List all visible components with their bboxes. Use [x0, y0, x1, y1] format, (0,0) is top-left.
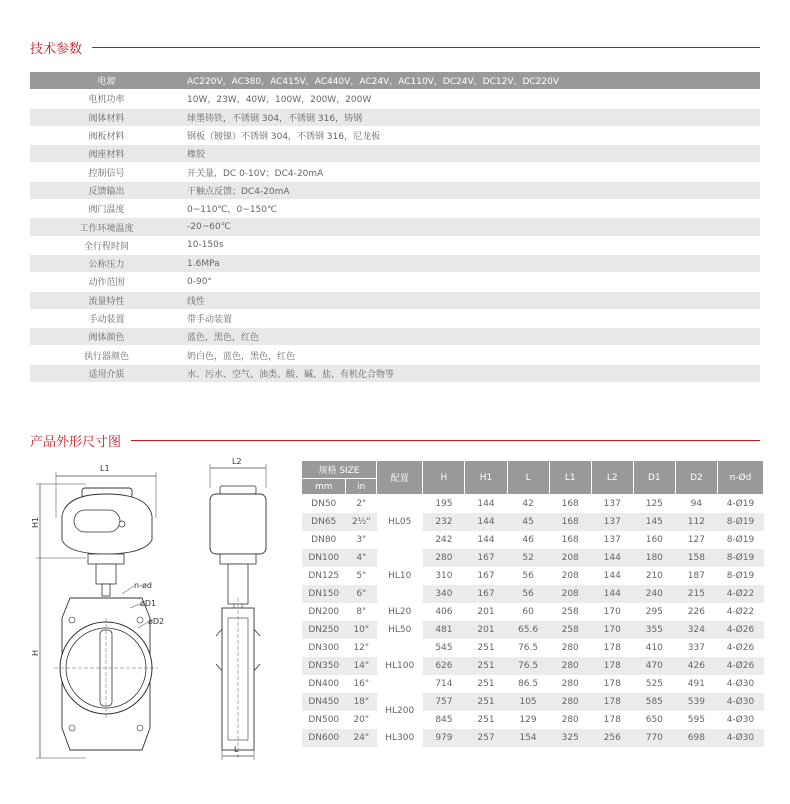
- table-row: [302, 675, 764, 693]
- dim-label-h: H: [31, 649, 40, 656]
- section-divider: [92, 47, 760, 48]
- dimension-cell: 310: [423, 567, 465, 585]
- spec-row: [30, 309, 760, 327]
- size-in-cell: 14": [346, 657, 377, 675]
- size-mm-cell: DN50: [302, 495, 346, 514]
- dimension-cell: 280: [549, 675, 591, 693]
- dimension-cell: 280: [549, 693, 591, 711]
- size-in-cell: 16": [346, 675, 377, 693]
- size-mm-cell: DN65: [302, 513, 346, 531]
- dimension-cell: 144: [591, 567, 633, 585]
- spec-label: 全行程时间: [30, 236, 183, 254]
- config-header: 配置: [377, 461, 423, 495]
- dimension-cell: 770: [633, 729, 675, 747]
- spec-value: 10W，23W，40W，100W，200W，200W: [183, 90, 760, 108]
- spec-table: [30, 72, 760, 383]
- mm-header: mm: [302, 479, 346, 495]
- dimension-cell: 325: [549, 729, 591, 747]
- table-row: [302, 621, 764, 639]
- dimension-cell: 626: [423, 657, 465, 675]
- dim-label-h1: H1: [31, 516, 40, 528]
- dimension-cell: 4-Ø26: [717, 639, 763, 657]
- dimension-cell: 295: [633, 603, 675, 621]
- table-row: [302, 567, 764, 585]
- col-header-l1: L1: [549, 461, 591, 495]
- size-header: 规格 SIZE: [302, 461, 377, 479]
- spec-label: 公称压力: [30, 254, 183, 272]
- dimension-cell: 426: [675, 657, 717, 675]
- dimension-cell: 491: [675, 675, 717, 693]
- dimension-cell: 105: [507, 693, 549, 711]
- dimension-cell: 129: [507, 711, 549, 729]
- dimension-cell: 280: [549, 711, 591, 729]
- size-in-cell: 24": [346, 729, 377, 747]
- dimension-cell: 340: [423, 585, 465, 603]
- dimension-cell: 8-Ø19: [717, 549, 763, 567]
- dimension-cell: 585: [633, 693, 675, 711]
- dimension-cell: 251: [465, 711, 507, 729]
- dimension-cell: 337: [675, 639, 717, 657]
- config-cell: HL20: [377, 603, 423, 621]
- dimension-cell: 4-Ø30: [717, 729, 763, 747]
- dimension-cell: 4-Ø30: [717, 693, 763, 711]
- dim-label-l2: L2: [232, 458, 242, 466]
- spec-row: [30, 364, 760, 382]
- dim-label-l: L: [234, 745, 239, 754]
- col-header-h1: H1: [465, 461, 507, 495]
- dimension-cell: 4-Ø30: [717, 711, 763, 729]
- config-cell: HL10: [377, 549, 423, 603]
- dimension-cell: 251: [465, 639, 507, 657]
- spec-label: 工作环境温度: [30, 218, 183, 236]
- size-mm-cell: DN80: [302, 531, 346, 549]
- dimension-cell: 144: [465, 495, 507, 514]
- spec-row: [30, 328, 760, 346]
- dimension-cell: 168: [549, 513, 591, 531]
- spec-label: 电源: [30, 72, 183, 90]
- dimension-cell: 76.5: [507, 639, 549, 657]
- dimension-cell: 208: [549, 549, 591, 567]
- dimension-cell: 251: [465, 693, 507, 711]
- dimension-cell: 86.5: [507, 675, 549, 693]
- size-in-cell: 3": [346, 531, 377, 549]
- size-in-cell: 5": [346, 567, 377, 585]
- table-row: [302, 513, 764, 531]
- dimension-cell: 232: [423, 513, 465, 531]
- size-mm-cell: DN450: [302, 693, 346, 711]
- spec-value: 1.6MPa: [183, 254, 760, 272]
- dimension-cell: 208: [549, 585, 591, 603]
- table-row: [302, 495, 764, 514]
- size-mm-cell: DN200: [302, 603, 346, 621]
- dimension-cell: 125: [633, 495, 675, 514]
- spec-value: 带手动装置: [183, 309, 760, 327]
- spec-row: [30, 145, 760, 163]
- spec-value: 奶白色，蓝色，黑色，红色: [183, 346, 760, 364]
- dimension-cell: 178: [591, 693, 633, 711]
- spec-row: [30, 218, 760, 236]
- section-title: 技术参数: [30, 42, 83, 57]
- dimension-cell: 187: [675, 567, 717, 585]
- spec-row: [30, 108, 760, 126]
- spec-row: [30, 90, 760, 108]
- dimension-cell: 201: [465, 621, 507, 639]
- dimension-cell: 251: [465, 675, 507, 693]
- dimension-cell: 406: [423, 603, 465, 621]
- dim-label-d1: øD1: [140, 599, 157, 608]
- dimension-cell: 280: [549, 657, 591, 675]
- dimension-cell: 137: [591, 495, 633, 514]
- spec-value: 开关量，DC 0-10V；DC4-20mA: [183, 163, 760, 181]
- dimension-cell: 256: [591, 729, 633, 747]
- size-in-cell: 12": [346, 639, 377, 657]
- dimension-cell: 714: [423, 675, 465, 693]
- dimension-cell: 4-Ø19: [717, 495, 763, 514]
- table-row: [302, 657, 764, 675]
- spec-row: [30, 346, 760, 364]
- spec-value: 钢板（镀镍）不锈钢 304，不锈钢 316，尼龙板: [183, 126, 760, 144]
- spec-row: [30, 181, 760, 199]
- size-mm-cell: DN400: [302, 675, 346, 693]
- in-header: in: [346, 479, 377, 495]
- size-mm-cell: DN600: [302, 729, 346, 747]
- spec-value: -20~60℃: [183, 218, 760, 236]
- dim-label-l1: L1: [100, 464, 110, 473]
- size-in-cell: 20": [346, 711, 377, 729]
- dimension-cell: 355: [633, 621, 675, 639]
- spec-label: 动作范围: [30, 273, 183, 291]
- table-row: [302, 729, 764, 747]
- dimension-cell: 4-Ø22: [717, 603, 763, 621]
- section-title: 产品外形尺寸图: [30, 435, 122, 450]
- size-mm-cell: DN500: [302, 711, 346, 729]
- dimension-cell: 226: [675, 603, 717, 621]
- dimension-cell: 240: [633, 585, 675, 603]
- size-in-cell: 8": [346, 603, 377, 621]
- section-header-specs: [30, 38, 760, 57]
- dimension-cell: 170: [591, 603, 633, 621]
- table-row: [302, 531, 764, 549]
- dimension-cell: 46: [507, 531, 549, 549]
- dimension-cell: 112: [675, 513, 717, 531]
- dimension-cell: 470: [633, 657, 675, 675]
- spec-row: [30, 254, 760, 272]
- col-header-d2: D2: [675, 461, 717, 495]
- config-cell: HL100: [377, 639, 423, 693]
- spec-label: 阀座材料: [30, 145, 183, 163]
- dimension-cell: 8-Ø19: [717, 531, 763, 549]
- dimension-cell: 76.5: [507, 657, 549, 675]
- spec-label: 反馈输出: [30, 181, 183, 199]
- table-row: [302, 639, 764, 657]
- size-mm-cell: DN150: [302, 585, 346, 603]
- size-in-cell: 2": [346, 495, 377, 514]
- col-header-d1: D1: [633, 461, 675, 495]
- dimension-cell: 127: [675, 531, 717, 549]
- dimension-cell: 4-Ø26: [717, 621, 763, 639]
- dimension-cell: 56: [507, 585, 549, 603]
- size-in-cell: 4": [346, 549, 377, 567]
- dimension-cell: 525: [633, 675, 675, 693]
- dimension-table: [301, 460, 764, 747]
- dimension-cell: 210: [633, 567, 675, 585]
- dimension-cell: 757: [423, 693, 465, 711]
- col-header-h: H: [423, 461, 465, 495]
- dimension-cell: 481: [423, 621, 465, 639]
- spec-row: [30, 291, 760, 309]
- dimension-cell: 178: [591, 711, 633, 729]
- dimension-cell: 251: [465, 657, 507, 675]
- side-view-drawing: [192, 458, 282, 772]
- spec-value: AC220V，AC380，AC415V，AC440V，AC24V，AC110V，DC24V，DC12V，DC220V: [183, 72, 760, 90]
- dimension-cell: 324: [675, 621, 717, 639]
- dimension-cell: 94: [675, 495, 717, 514]
- dimension-cell: 144: [591, 585, 633, 603]
- dimension-cell: 167: [465, 567, 507, 585]
- dimension-cell: 178: [591, 675, 633, 693]
- dimension-cell: 144: [465, 513, 507, 531]
- dimension-cell: 539: [675, 693, 717, 711]
- dimension-cell: 280: [423, 549, 465, 567]
- dimension-cell: 242: [423, 531, 465, 549]
- section-divider: [131, 440, 760, 441]
- dimension-cell: 154: [507, 729, 549, 747]
- config-cell: HL50: [377, 621, 423, 639]
- size-mm-cell: DN125: [302, 567, 346, 585]
- size-in-cell: 18": [346, 693, 377, 711]
- spec-value: 干触点反馈；DC4-20mA: [183, 181, 760, 199]
- dimension-cell: 178: [591, 639, 633, 657]
- dimension-cell: 545: [423, 639, 465, 657]
- dimension-cell: 215: [675, 585, 717, 603]
- spec-value: 0-90°: [183, 273, 760, 291]
- dimension-cell: 4-Ø30: [717, 675, 763, 693]
- dimension-cell: 144: [465, 531, 507, 549]
- table-row: [302, 603, 764, 621]
- spec-label: 阀板材料: [30, 126, 183, 144]
- dimension-cell: 178: [591, 657, 633, 675]
- size-mm-cell: DN100: [302, 549, 346, 567]
- size-mm-cell: DN350: [302, 657, 346, 675]
- dimension-cell: 167: [465, 585, 507, 603]
- dimension-cell: 52: [507, 549, 549, 567]
- spec-label: 适用介质: [30, 364, 183, 382]
- table-row: [302, 549, 764, 567]
- dimension-cell: 168: [549, 495, 591, 514]
- spec-row: [30, 126, 760, 144]
- config-cell: HL05: [377, 495, 423, 550]
- dimension-cell: 144: [591, 549, 633, 567]
- spec-value: 水、污水、空气、油类、酸、碱、盐、有机化合物等: [183, 364, 760, 382]
- section-header-dimensions: [30, 431, 760, 450]
- spec-value: 10-150s: [183, 236, 760, 254]
- dimension-cell: 158: [675, 549, 717, 567]
- dimension-cell: 979: [423, 729, 465, 747]
- dimension-cell: 195: [423, 495, 465, 514]
- spec-label: 阀体材料: [30, 108, 183, 126]
- spec-value: 蓝色，黑色，红色: [183, 328, 760, 346]
- spec-value: 线性: [183, 291, 760, 309]
- spec-row: [30, 200, 760, 218]
- dim-label-nd: n-ød: [134, 581, 152, 590]
- dimension-cell: 698: [675, 729, 717, 747]
- col-header-l2: L2: [591, 461, 633, 495]
- dimension-cell: 410: [633, 639, 675, 657]
- spec-value: 0~110℃，0~150℃: [183, 200, 760, 218]
- spec-label: 流量特性: [30, 291, 183, 309]
- size-mm-cell: DN250: [302, 621, 346, 639]
- dimension-cell: 257: [465, 729, 507, 747]
- spec-row: [30, 72, 760, 90]
- dimension-cell: 650: [633, 711, 675, 729]
- dimension-cell: 4-Ø26: [717, 657, 763, 675]
- dimension-cell: 137: [591, 513, 633, 531]
- dim-label-d2: øD2: [148, 617, 165, 626]
- spec-label: 执行器颜色: [30, 346, 183, 364]
- col-header-nd: n-Ød: [717, 461, 763, 495]
- spec-value: 球墨铸铁，不锈钢 304，不锈钢 316，铸钢: [183, 108, 760, 126]
- size-mm-cell: DN300: [302, 639, 346, 657]
- dimension-cell: 280: [549, 639, 591, 657]
- dimension-cell: 42: [507, 495, 549, 514]
- size-in-cell: 2½": [346, 513, 377, 531]
- spec-label: 手动装置: [30, 309, 183, 327]
- size-in-cell: 10": [346, 621, 377, 639]
- dimension-cell: 56: [507, 567, 549, 585]
- table-row: [302, 693, 764, 711]
- front-view-drawing: [26, 458, 176, 772]
- dimension-cell: 208: [549, 567, 591, 585]
- dimension-cell: 60: [507, 603, 549, 621]
- dimension-cell: 4-Ø22: [717, 585, 763, 603]
- spec-label: 阀体颜色: [30, 328, 183, 346]
- spec-row: [30, 273, 760, 291]
- dimension-cell: 145: [633, 513, 675, 531]
- table-row: [302, 711, 764, 729]
- table-row: [302, 585, 764, 603]
- dimension-cell: 595: [675, 711, 717, 729]
- dimension-cell: 201: [465, 603, 507, 621]
- dimension-cell: 160: [633, 531, 675, 549]
- dimension-cell: 65.6: [507, 621, 549, 639]
- col-header-l: L: [507, 461, 549, 495]
- dimension-cell: 8-Ø19: [717, 567, 763, 585]
- dimension-cell: 45: [507, 513, 549, 531]
- dimension-cell: 8-Ø19: [717, 513, 763, 531]
- dimension-cell: 137: [591, 531, 633, 549]
- spec-label: 电机功率: [30, 90, 183, 108]
- dimension-cell: 258: [549, 603, 591, 621]
- spec-row: [30, 163, 760, 181]
- spec-label: 阀门温度: [30, 200, 183, 218]
- config-cell: HL200: [377, 693, 423, 729]
- dimension-cell: 168: [549, 531, 591, 549]
- spec-value: 橡胶: [183, 145, 760, 163]
- spec-row: [30, 236, 760, 254]
- dimension-cell: 170: [591, 621, 633, 639]
- size-in-cell: 6": [346, 585, 377, 603]
- dimension-cell: 845: [423, 711, 465, 729]
- config-cell: HL300: [377, 729, 423, 747]
- dimension-cell: 167: [465, 549, 507, 567]
- spec-label: 控制信号: [30, 163, 183, 181]
- dimension-cell: 180: [633, 549, 675, 567]
- dimension-cell: 258: [549, 621, 591, 639]
